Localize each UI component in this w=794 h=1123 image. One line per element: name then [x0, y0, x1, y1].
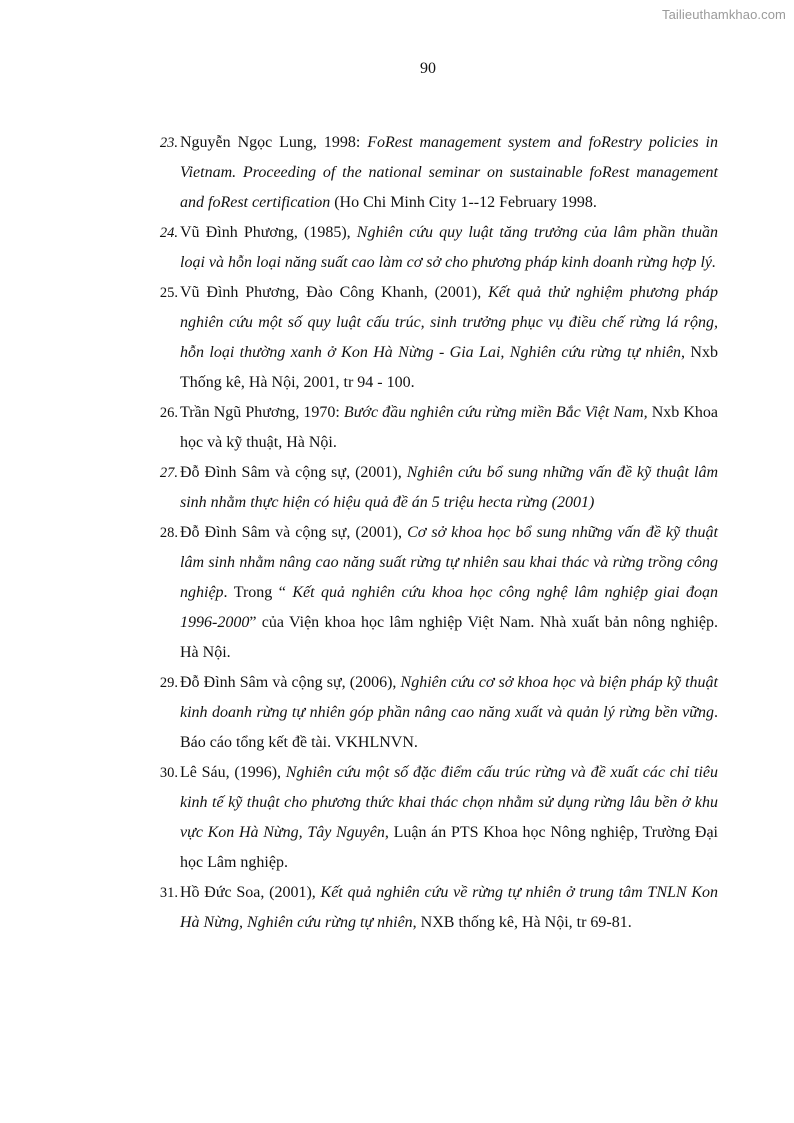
reference-text: Trần Ngũ Phương, 1970: — [180, 404, 344, 421]
reference-title-text: Nghiên cứu một số đặc điểm cấu trúc rừng và đề xuất các chỉ tiêu kinh tế kỹ thuật cho phương thức khai thác chọn nhằm sử dụng rừng lâu bền ở khu vực Kon Hà Nừng, Tây Nguyên — [180, 764, 719, 841]
reference-text: , Luận án PTS Khoa học Nông nghiệp, Trường Đại học Lâm nghiệp. — [180, 824, 718, 871]
page-number: 90 — [420, 60, 436, 77]
reference-title-text: FoRest management system and foRestry policies in Vietnam. Proceeding of the national seminar on sustainable foRest management and foRest certification — [180, 134, 719, 211]
reference-title-text: Kết quả thử nghiệm phương pháp nghiên cứu một số quy luật cấu trúc, sinh trưởng phục vụ điều chế rừng lá rộng, hỗn loại thường xanh ở Kon Hà Nừng - Gia Lai, Nghiên cứu rừng tự nhiên — [180, 284, 718, 361]
reference-item — [146, 218, 718, 278]
reference-text: . Trong “ — [223, 584, 293, 601]
reference-text: Đỗ Đình Sâm và cộng sự, (2006), — [180, 674, 401, 691]
reference-item — [146, 668, 718, 758]
reference-title-text: Nghiên cứu cơ sở khoa học và biện pháp kỹ thuật kinh doanh rừng tự nhiên góp phần nâng cao năng xuất và quản lý rừng bền vững — [180, 674, 718, 721]
reference-text: , Nxb Thống kê, Hà Nội, 2001, tr 94 - 100. — [180, 344, 718, 391]
reference-number: 30. — [159, 765, 178, 781]
reference-item — [146, 458, 718, 518]
reference-title-text: Nghiên cứu quy luật tăng trưởng của lâm phần thuần loại và hỗn loại năng suất cao làm cơ sở cho phương pháp kinh doanh rừng hợp lý. — [180, 224, 718, 271]
reference-text: Vũ Đình Phương, Đào Công Khanh, (2001), — [180, 284, 489, 301]
reference-number: 27. — [159, 465, 178, 481]
reference-number: 29. — [159, 675, 178, 691]
reference-item — [146, 878, 718, 938]
reference-number: 25. — [159, 285, 178, 301]
reference-text: ” của Viện khoa học lâm nghiệp Việt Nam. Nhà xuất bản nông nghiệp. Hà Nội. — [180, 614, 718, 661]
reference-title-text: Bước đầu nghiên cứu rừng miền Bắc Việt Nam, — [343, 404, 648, 421]
reference-title-text: Kết quả nghiên cứu khoa học công nghệ lâm nghiệp giai đoạn 1996-2000 — [180, 584, 718, 631]
watermark: Tailieuthamkhao.com — [661, 7, 786, 22]
reference-text: , NXB thống kê, Hà Nội, tr 69-81. — [412, 914, 632, 931]
reference-number: 26. — [159, 405, 178, 421]
reference-number: 23. — [159, 135, 178, 151]
reference-text: Vũ Đình Phương, (1985), — [180, 224, 357, 241]
reference-number: 31. — [159, 885, 178, 901]
reference-item — [146, 128, 718, 218]
reference-text: (Ho Chi Minh City 1--12 February 1998. — [330, 194, 597, 211]
reference-text: Hồ Đức Soa, (2001), — [180, 884, 321, 901]
reference-item — [146, 518, 718, 668]
reference-item — [146, 398, 718, 458]
reference-number: 28. — [159, 525, 178, 541]
reference-text: Lê Sáu, (1996), — [180, 764, 286, 781]
reference-number: 24. — [159, 225, 178, 241]
reference-text: Nxb Khoa học và kỹ thuật, Hà Nội. — [180, 404, 719, 451]
reference-title-text: Nghiên cứu bổ sung những vấn đề kỹ thuật lâm sinh nhằm thực hiện có hiệu quả đề án 5 triệu hecta rừng (2001) — [180, 464, 718, 511]
reference-item — [146, 278, 718, 398]
reference-text: Đỗ Đình Sâm và cộng sự, (2001), — [180, 464, 407, 481]
reference-item — [146, 758, 718, 878]
reference-text: Nguyễn Ngọc Lung, 1998: — [180, 134, 368, 151]
reference-text: Đỗ Đình Sâm và cộng sự, (2001), — [180, 524, 408, 541]
reference-title-text: Kết quả nghiên cứu về rừng tự nhiên ở trung tâm TNLN Kon Hà Nừng, Nghiên cứu rừng tự nhiên — [180, 884, 718, 931]
reference-list — [146, 128, 718, 938]
reference-text: . Báo cáo tổng kết đề tài. VKHLNVN. — [180, 704, 718, 751]
reference-title-text: Cơ sở khoa học bổ sung những vấn đề kỹ thuật lâm sinh nhằm nâng cao năng suất rừng tự nhiên sau khai thác và rừng trồng công nghiệp — [180, 524, 718, 601]
